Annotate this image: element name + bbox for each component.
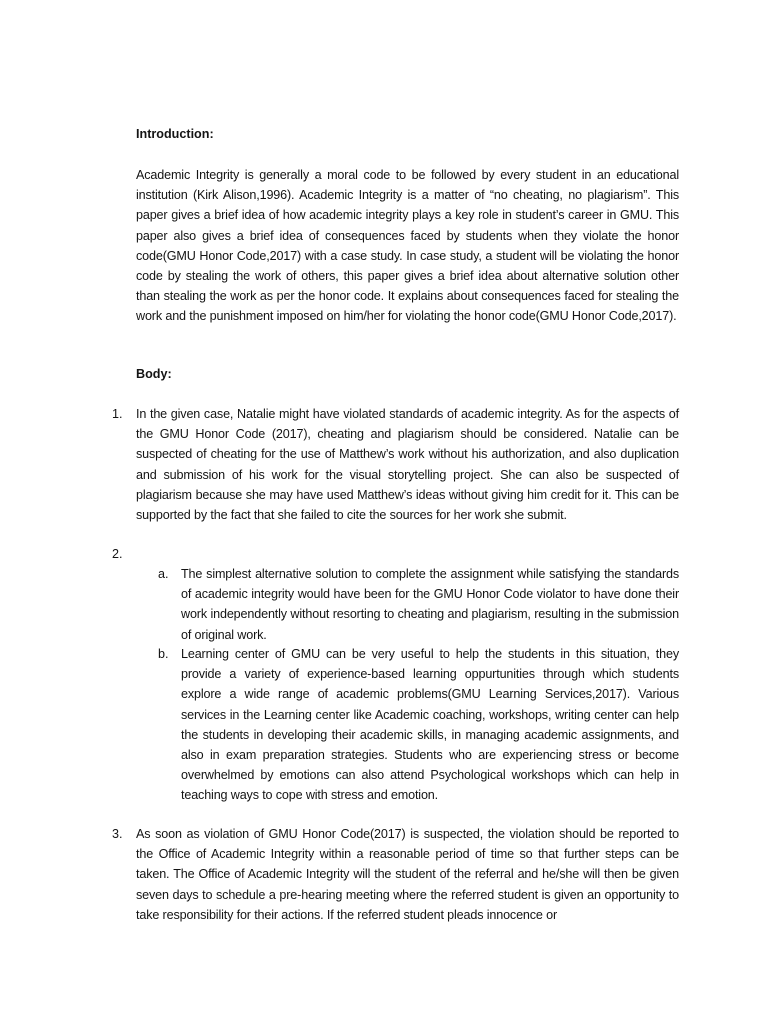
subitem-letter-b: b. (158, 647, 169, 661)
item-number-3: 3. (112, 827, 123, 841)
item-1-text: In the given case, Natalie might have violated standards of academic integrity. As for the aspects of the GMU Honor Code (2017), cheating and plagiarism should be considered. Natalie can be suspected of cheating for the use of Matthew’s work without his authorization, and also duplication and submission of his work for the visual storytelling project. She can also be suspected of plagiarism because she may have used Matthew’s ideas without giving him credit for it. This can be supported by the fact that she failed to cite the sources for her work she submit. (136, 407, 679, 523)
subitem-b-text: Learning center of GMU can be very useful to help the students in this situation, they provide a variety of experience-based learning oppurtunities through which students explore a wide range of academic problems(GMU Learning Services,2017). Various services in the Learning center like Academic coaching, workshops, writing center can help the students in developing their academic skills, in managing academic assignments, and also in exam preparation strategies. Students who are experiencing stress or become overwhelmed by emotions can also attend Psychological workshops which can help in teaching ways to cope with stress and emotion. (181, 647, 679, 803)
intro-paragraph: Academic Integrity is generally a moral code to be followed by every student in an educational institution (Kirk Alison,1996). Academic Integrity is a matter of “no cheating, no plagiarism”. This paper gives a brief idea of how academic integrity plays a key role in student’s career in GMU. This paper also gives a brief idea of consequences faced by students when they violate the honor code(GMU Honor Code,2017) with a case study. In case study, a student will be violating the honor code by stealing the work of others, this paper gives a brief idea about alternative solution other than stealing the work as per the honor code. It explains about consequences faced for stealing the work and the punishment imposed on him/her for violating the honor code(GMU Honor Code,2017). (136, 168, 679, 324)
item-number-2: 2. (112, 547, 123, 561)
subitem-letter-a: a. (158, 567, 169, 581)
subitem-a-text: The simplest alternative solution to complete the assignment while satisfying the standards of academic integrity would have been for the GMU Honor Code violator to have done their work independently without resorting to cheating and plagiarism, resulting in the submission of original work. (181, 567, 679, 642)
item-3-text: As soon as violation of GMU Honor Code(2017) is suspected, the violation should be reported to the Office of Academic Integrity within a reasonable period of time so that further steps can be taken. The Office of Academic Integrity will the student of the referral and he/she will then be given seven days to schedule a pre-hearing meeting where the referred student is given an opportunity to take responsibility for their actions. If the referred student pleads innocence or (136, 827, 679, 922)
body-heading: Body: (136, 367, 172, 381)
intro-heading: Introduction: (136, 127, 214, 141)
item-number-1: 1. (112, 407, 123, 421)
